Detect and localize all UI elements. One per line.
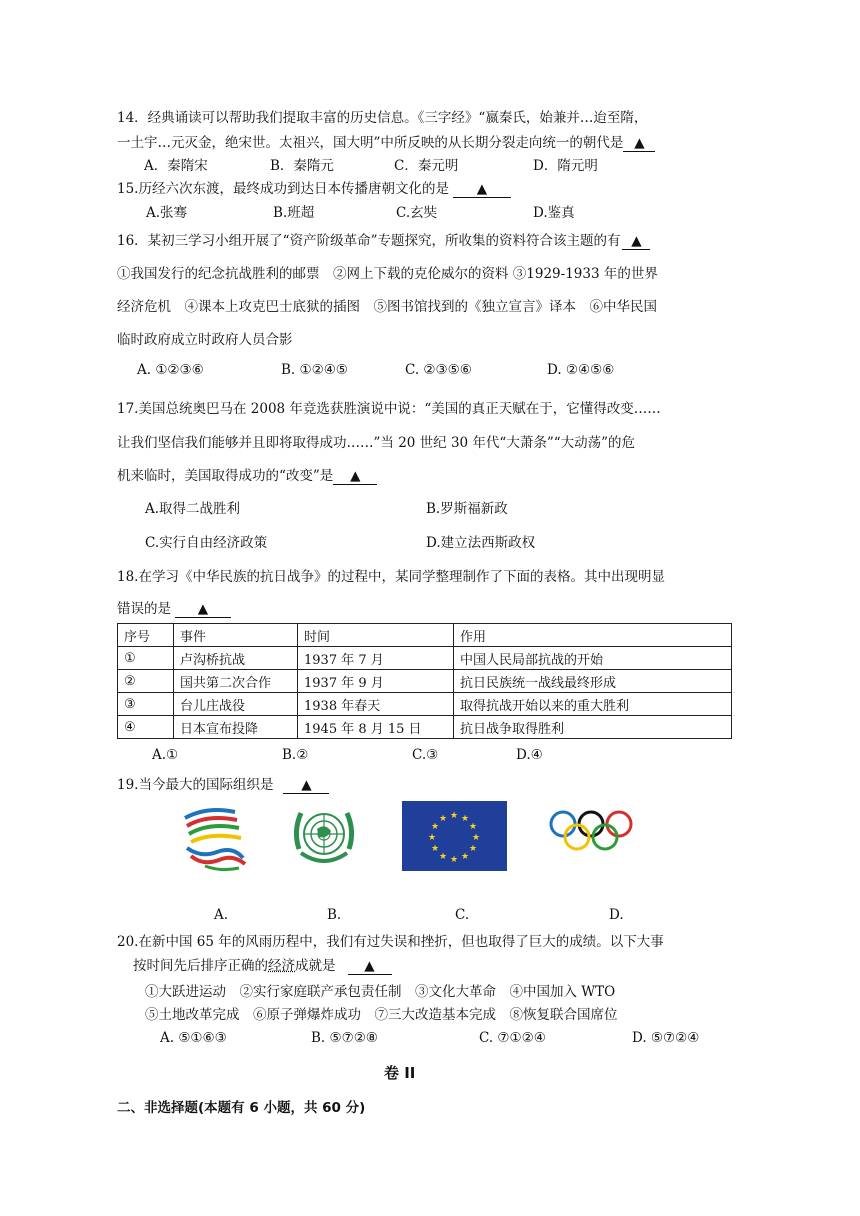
svg-text:★: ★ <box>430 822 440 832</box>
table-cell: 日本宣布投降 <box>174 716 298 739</box>
q16-line4: 临时政府成立时政府人员合影 <box>117 332 293 348</box>
q19-option-c: C. <box>455 907 470 923</box>
q15-answer-blank[interactable] <box>453 182 511 198</box>
svg-text:★: ★ <box>468 844 478 854</box>
q19-question <box>117 773 329 794</box>
table-row <box>118 647 732 670</box>
svg-text:★: ★ <box>471 833 481 843</box>
q16-option-a: A. ①②③⑥ <box>137 362 204 378</box>
q20-line2 <box>133 954 392 975</box>
q20-emphasis: 经济 <box>268 958 295 974</box>
q16-option-c: C. ②③⑤⑥ <box>405 362 472 378</box>
triangle-mark: ▲ <box>634 135 645 151</box>
q20-option-a: A. ⑤①⑥③ <box>160 1030 227 1046</box>
q14-line2-text: 一土宇…元灭金，绝宋世。太祖兴，国大明”中所反映的从长期分裂走向统一的朝代是 <box>117 135 624 151</box>
q20-answer-blank[interactable] <box>348 959 392 975</box>
table-cell: 台儿庄战役 <box>174 693 298 716</box>
q19-text: 19.当今最大的国际组织是 <box>117 777 274 793</box>
q14-answer-blank[interactable] <box>623 136 655 152</box>
q14-line2 <box>117 131 655 152</box>
q19-option-a: A. <box>214 907 229 923</box>
triangle-mark: ▲ <box>301 777 312 793</box>
q20-line1: 20.在新中国 65 年的风雨历程中，我们有过失误和挫折，但也取得了巨大的成绩。以下大事 <box>117 934 664 950</box>
q20-items1: ①大跃进运动 ②实行家庭联产承包责任制 ③文化大革命 ④中国加入 WTO <box>145 984 616 1000</box>
q20-option-d: D. ⑤⑦②④ <box>632 1030 700 1046</box>
q14-line1: 14．经典诵读可以帮助我们提取丰富的历史信息。《三字经》“嬴秦氏，始兼并…迨至隋， <box>117 110 648 126</box>
q17-line3 <box>117 464 377 485</box>
table-cell: 国共第二次合作 <box>174 670 298 693</box>
q17-option-c: C.实行自由经济政策 <box>145 535 268 551</box>
svg-text:★: ★ <box>468 822 478 832</box>
q18-line2-text: 错误的是 <box>117 601 171 617</box>
svg-text:★: ★ <box>438 852 448 862</box>
q20-line2-text: 按时间先后排序正确的 <box>133 958 268 974</box>
table-row <box>118 693 732 716</box>
q14-option-d: D．隋元明 <box>533 158 598 174</box>
q17-line2: 让我们坚信我们能够并且即将取得成功……”当 20 世纪 30 年代“大萧条”“大动荡”的危 <box>117 435 636 451</box>
q16-line1 <box>117 229 650 250</box>
table-cell: 卢沟桥抗战 <box>174 647 298 670</box>
table-row <box>118 716 732 739</box>
q20-items2: ⑤土地改革完成 ⑥原子弹爆炸成功 ⑦三大改造基本完成 ⑧恢复联合国席位 <box>145 1007 618 1023</box>
svg-text:★: ★ <box>449 855 459 865</box>
table-cell: 1937 年 7 月 <box>298 647 454 670</box>
table-header-row <box>118 624 732 647</box>
q15-option-d: D.鉴真 <box>533 205 575 221</box>
triangle-mark: ▲ <box>631 233 642 249</box>
table-cell: ④ <box>118 716 174 739</box>
svg-text:★: ★ <box>438 814 448 824</box>
q18-option-c: C.③ <box>412 747 439 763</box>
svg-text:★: ★ <box>449 811 459 821</box>
triangle-mark: ▲ <box>197 601 209 617</box>
q18-option-d: D.④ <box>516 747 543 763</box>
q16-option-b: B. ①②④⑤ <box>281 362 348 378</box>
section-title: 二、非选择题(本题有 6 小题，共 60 分) <box>117 1100 366 1116</box>
q16-line3: 经济危机 ④课本上攻克巴士底狱的插图 ⑤图书馆找到的《独立宣言》译本 ⑥中华民国 <box>117 299 657 315</box>
q16-answer-blank[interactable] <box>622 234 650 250</box>
triangle-mark: ▲ <box>364 958 375 974</box>
q20-line2-end: 成就是 <box>295 958 336 974</box>
q16-line2: ①我国发行的纪念抗战胜利的邮票 ②网上下载的克伦威尔的资料 ③1929-1933 年的世界 <box>117 266 658 282</box>
q18-answer-blank[interactable] <box>175 602 231 618</box>
table-cell: ③ <box>118 693 174 716</box>
table-header-cell: 序号 <box>118 624 174 647</box>
table-cell: 抗日民族统一战线最终形成 <box>454 670 732 693</box>
table-cell: 1945 年 8 月 15 日 <box>298 716 454 739</box>
svg-text:★: ★ <box>427 833 437 843</box>
table-cell: ② <box>118 670 174 693</box>
q18-line2 <box>117 597 231 618</box>
q15-option-a: A.张骞 <box>146 205 188 221</box>
q17-option-d: D.建立法西斯政权 <box>426 535 536 551</box>
q17-answer-blank[interactable] <box>333 469 377 485</box>
q20-option-c: C. ⑦①②④ <box>479 1030 546 1046</box>
q19-answer-blank[interactable] <box>283 778 329 794</box>
table-header-cell: 作用 <box>454 624 732 647</box>
table-cell: ① <box>118 647 174 670</box>
table-row <box>118 670 732 693</box>
triangle-mark: ▲ <box>350 468 361 484</box>
q18-line1: 18.在学习《中华民族的抗日战争》的过程中，某同学整理制作了下面的表格。其中出现明显 <box>117 569 665 585</box>
table-header-cell: 事件 <box>174 624 298 647</box>
q18-table <box>117 623 732 739</box>
table-cell: 抗日战争取得胜利 <box>454 716 732 739</box>
wto-logo-icon <box>177 798 267 873</box>
table-cell: 中国人民局部抗战的开始 <box>454 647 732 670</box>
q15-option-c: C.玄奘 <box>396 205 438 221</box>
q15-text: 15.历经六次东渡，最终成功到达日本传播唐朝文化的是 <box>117 181 449 197</box>
table-cell: 1937 年 9 月 <box>298 670 454 693</box>
q20-option-b: B. ⑤⑦②⑧ <box>311 1030 378 1046</box>
q19-option-d: D. <box>609 907 624 923</box>
q18-option-a: A.① <box>152 747 179 763</box>
q14-option-a: A．秦隋宋 <box>144 158 208 174</box>
eu-flag-icon <box>402 801 507 871</box>
q14-option-b: B．秦隋元 <box>270 158 334 174</box>
svg-text:★: ★ <box>460 852 470 862</box>
olympic-rings-icon <box>547 806 637 856</box>
svg-text:★: ★ <box>460 814 470 824</box>
table-header-cell: 时间 <box>298 624 454 647</box>
q19-option-b: B. <box>327 907 342 923</box>
q17-line1: 17.美国总统奥巴马在 2008 年竞选获胜演说中说：“美国的真正天赋在于，它懂得改变…… <box>117 401 661 417</box>
un-emblem-icon <box>287 801 361 871</box>
q15-question <box>117 177 511 198</box>
q16-option-d: D. ②④⑤⑥ <box>547 362 615 378</box>
q15-option-b: B.班超 <box>273 205 315 221</box>
q16-line1-text: 16．某初三学习小组开展了“资产阶级革命”专题探究，所收集的资料符合该主题的有 <box>117 233 621 249</box>
svg-text:★: ★ <box>430 844 440 854</box>
q17-option-b: B.罗斯福新政 <box>426 501 508 517</box>
triangle-mark: ▲ <box>476 181 488 197</box>
q17-option-a: A.取得二战胜利 <box>145 501 241 517</box>
volume-title: 卷 II <box>384 1064 416 1082</box>
table-cell: 取得抗战开始以来的重大胜利 <box>454 693 732 716</box>
q17-line3-text: 机来临时，美国取得成功的“改变”是 <box>117 468 334 484</box>
q18-option-b: B.② <box>282 747 309 763</box>
table-cell: 1938 年春天 <box>298 693 454 716</box>
q14-option-c: C．秦元明 <box>394 158 459 174</box>
